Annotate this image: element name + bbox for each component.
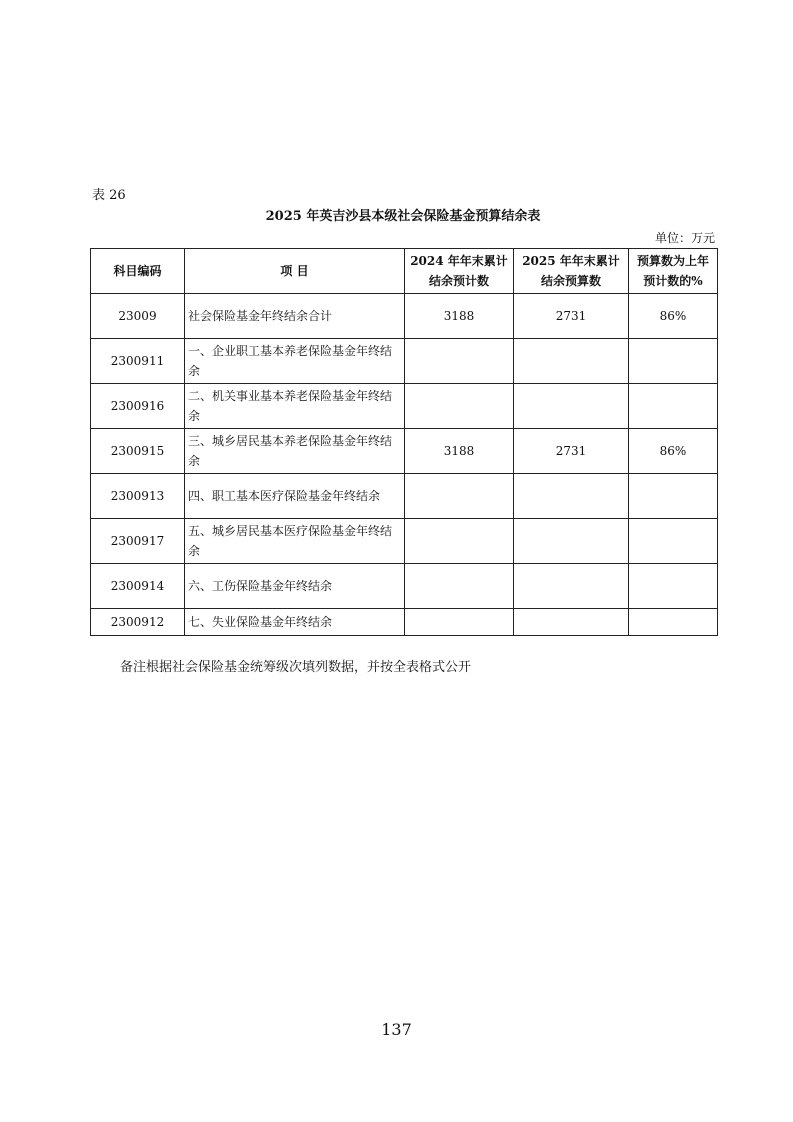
table-row (91, 384, 718, 429)
footnote: 备注根据社会保险基金统筹级次填列数据，并按全表格式公开 (120, 660, 472, 675)
row-code: 2300911 (91, 339, 185, 384)
row-code: 2300917 (91, 519, 185, 564)
row-name: 四、职工基本医疗保险基金年终结余 (185, 474, 405, 519)
row-pct (629, 474, 718, 519)
header-pct: 预算数为上年预计数的% (629, 249, 718, 294)
row-code: 2300912 (91, 609, 185, 636)
row-code: 23009 (91, 294, 185, 339)
header-prev: 2024 年年末累计结余预计数 (405, 249, 514, 294)
table-header-row (91, 249, 718, 294)
row-pct (629, 384, 718, 429)
row-budget (514, 384, 629, 429)
row-budget (514, 564, 629, 609)
header-code: 科目编码 (91, 249, 185, 294)
table-row (91, 519, 718, 564)
row-budget (514, 609, 629, 636)
table-row (91, 339, 718, 384)
row-prev (405, 519, 514, 564)
row-prev (405, 339, 514, 384)
table-label: 表 26 (92, 188, 126, 203)
row-budget (514, 339, 629, 384)
row-pct: 86% (629, 294, 718, 339)
row-name: 七、失业保险基金年终结余 (185, 609, 405, 636)
row-prev (405, 609, 514, 636)
row-pct: 86% (629, 429, 718, 474)
row-name: 三、城乡居民基本养老保险基金年终结余 (185, 429, 405, 474)
row-budget (514, 519, 629, 564)
row-code: 2300914 (91, 564, 185, 609)
row-code: 2300916 (91, 384, 185, 429)
row-name: 社会保险基金年终结余合计 (185, 294, 405, 339)
table-row (91, 564, 718, 609)
unit-label: 单位：万元 (654, 231, 715, 245)
row-name: 五、城乡居民基本医疗保险基金年终结余 (185, 519, 405, 564)
row-budget: 2731 (514, 429, 629, 474)
row-name: 一、企业职工基本养老保险基金年终结余 (185, 339, 405, 384)
table-row (91, 294, 718, 339)
page-number: 137 (381, 1020, 412, 1039)
row-prev (405, 474, 514, 519)
row-pct (629, 564, 718, 609)
row-prev: 3188 (405, 294, 514, 339)
row-prev: 3188 (405, 429, 514, 474)
header-item: 项 目 (185, 249, 405, 294)
row-code: 2300915 (91, 429, 185, 474)
table-row (91, 474, 718, 519)
row-pct (629, 519, 718, 564)
row-pct (629, 339, 718, 384)
table-row (91, 429, 718, 474)
header-budget: 2025 年年末累计结余预算数 (514, 249, 629, 294)
row-budget: 2731 (514, 294, 629, 339)
row-code: 2300913 (91, 474, 185, 519)
row-prev (405, 384, 514, 429)
page-title: 2025 年英吉沙县本级社会保险基金预算结余表 (265, 209, 541, 224)
row-budget (514, 474, 629, 519)
row-name: 六、工伤保险基金年终结余 (185, 564, 405, 609)
row-name: 二、机关事业基本养老保险基金年终结余 (185, 384, 405, 429)
row-pct (629, 609, 718, 636)
budget-table (90, 248, 718, 636)
row-prev (405, 564, 514, 609)
table-row (91, 609, 718, 636)
